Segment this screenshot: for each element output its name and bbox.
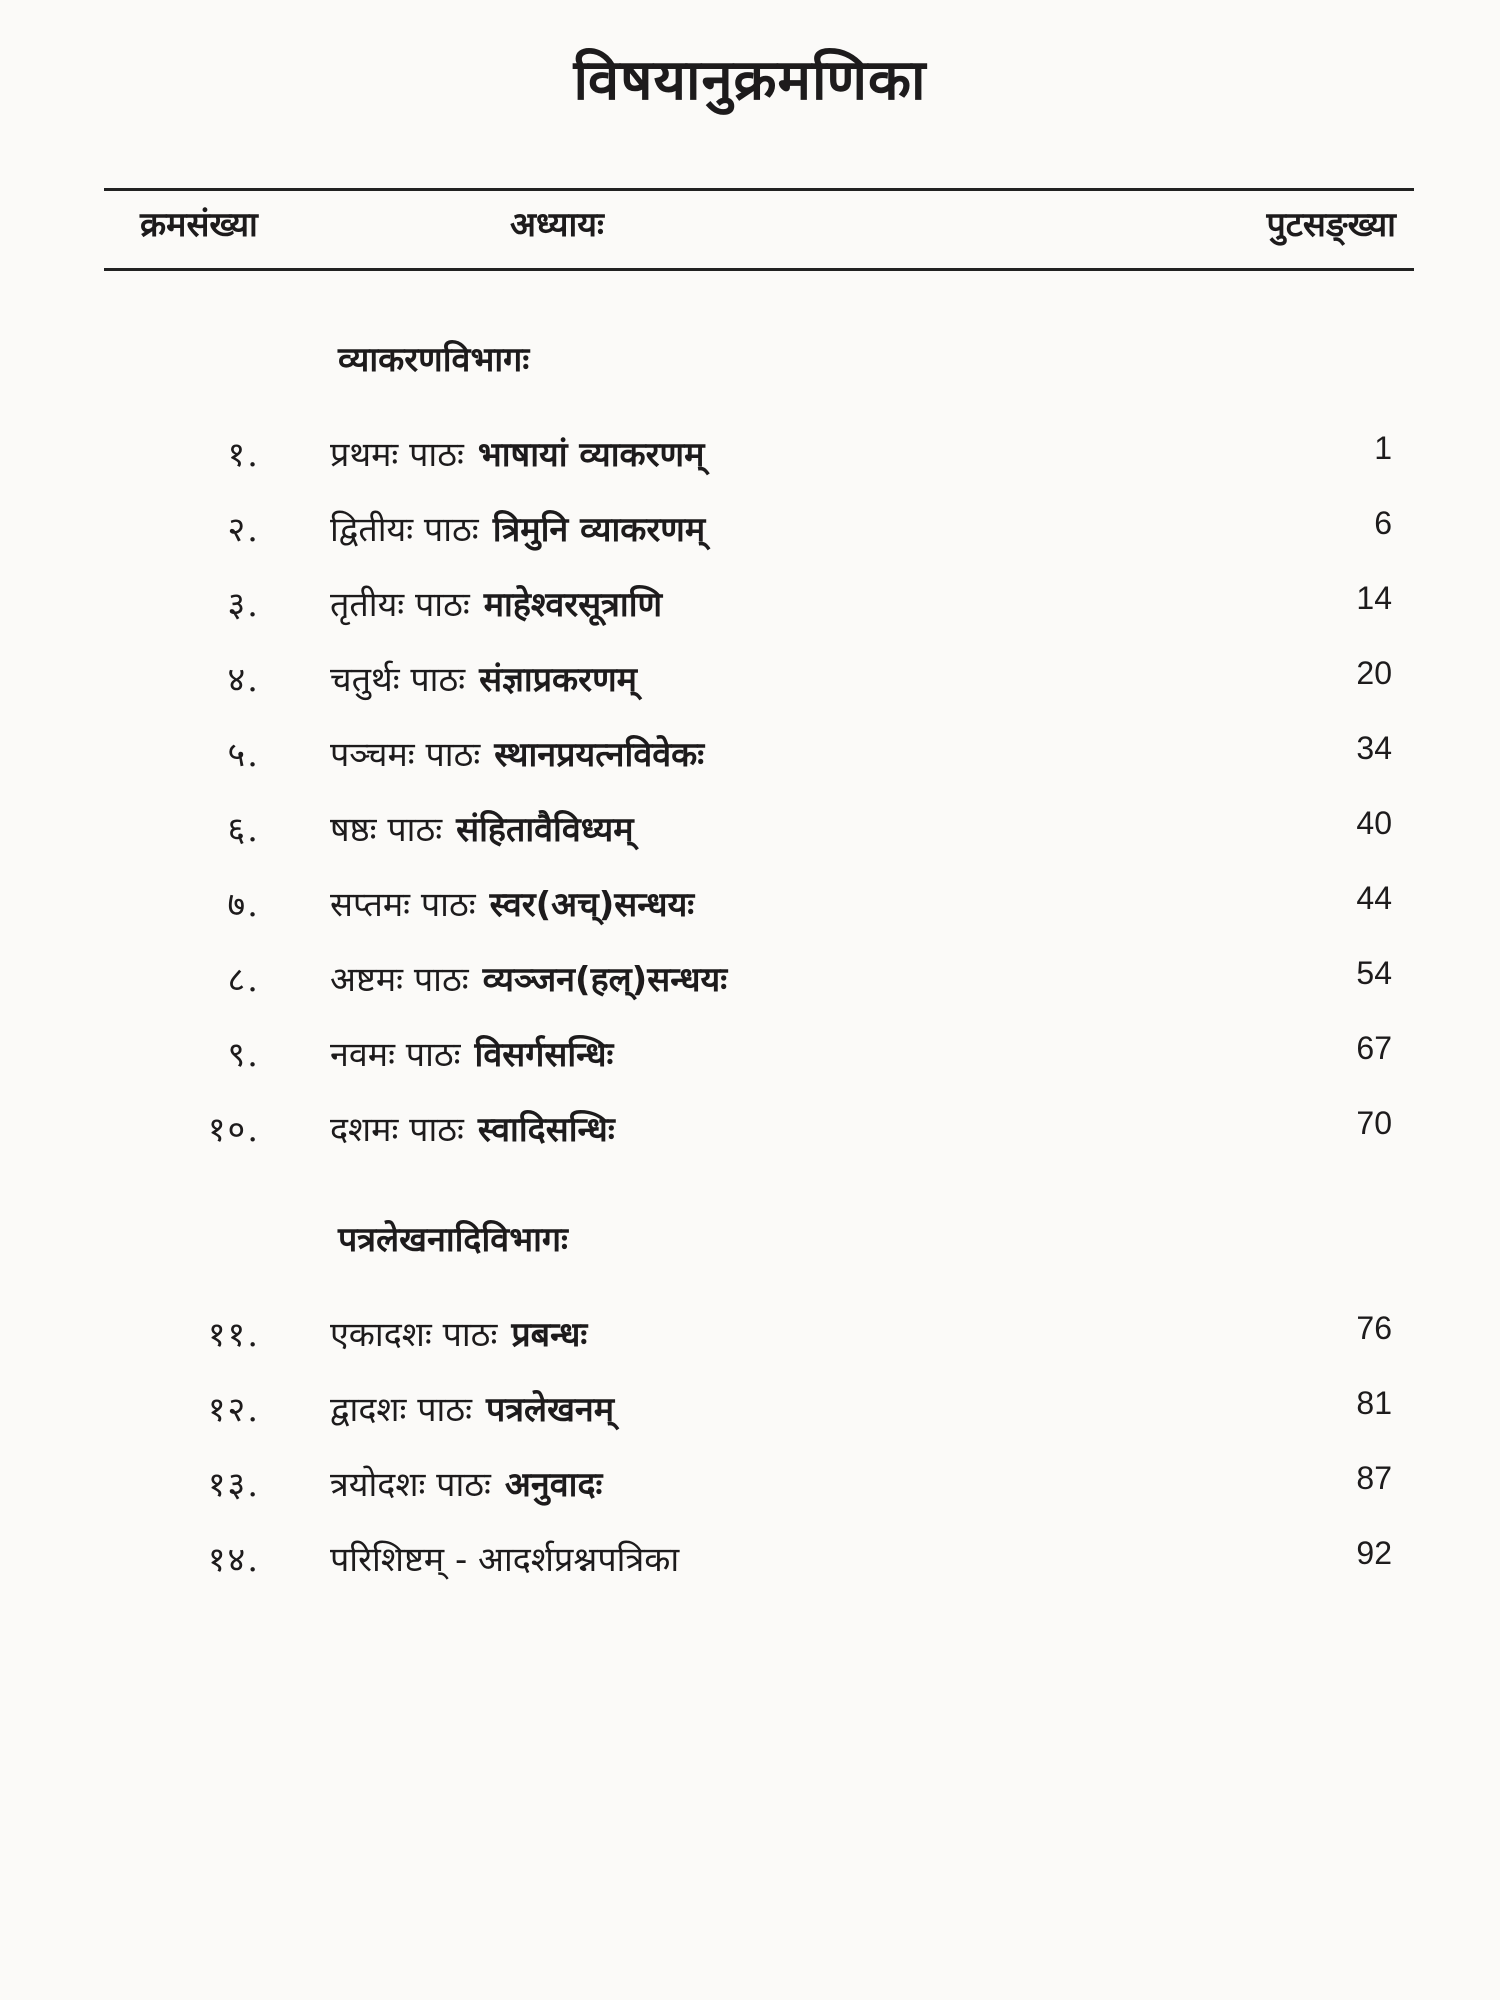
page-number: 54 [1356, 955, 1392, 991]
lesson-name: संहितावैविध्यम् [456, 810, 634, 850]
serial-number: २. [227, 510, 260, 550]
serial-number: १. [227, 435, 260, 475]
toc-row [0, 430, 1500, 490]
page-number: 67 [1356, 1030, 1392, 1066]
lesson-name: स्थानप्रयत्नविवेकः [494, 735, 705, 775]
chapter-title [330, 955, 727, 1001]
lesson-name: अनुवादः [504, 1465, 603, 1505]
lesson-label: प्रथमः पाठः [330, 435, 464, 475]
serial-number: ६. [227, 810, 260, 850]
lesson-label: षष्ठः पाठः [330, 810, 443, 850]
lesson-label: सप्तमः पाठः [330, 885, 476, 925]
serial-number: ११. [207, 1315, 260, 1355]
lesson-name: स्वर(अच्)सन्धयः [489, 885, 695, 925]
toc-row [0, 1105, 1500, 1165]
serial-number: १२. [207, 1390, 260, 1430]
lesson-name: संज्ञाप्रकरणम् [479, 660, 637, 700]
lesson-name: पत्रलेखनम् [485, 1390, 615, 1430]
section-heading: पत्रलेखनादिविभागः [338, 1220, 568, 1260]
page-number: 20 [1356, 655, 1392, 691]
lesson-label: द्वितीयः पाठः [330, 510, 479, 550]
chapter-title [330, 430, 704, 476]
lesson-label: पञ्चमः पाठः [330, 735, 481, 775]
serial-number: १०. [207, 1110, 260, 1150]
toc-row [0, 805, 1500, 865]
page-number: 44 [1356, 880, 1392, 916]
section-heading: व्याकरणविभागः [338, 340, 530, 380]
page-number: 81 [1356, 1385, 1392, 1421]
page-number: 6 [1374, 505, 1392, 541]
lesson-name: प्रबन्धः [511, 1315, 588, 1355]
lesson-label: द्वादशः पाठः [330, 1390, 472, 1430]
page-number: 70 [1356, 1105, 1392, 1141]
chapter-title [330, 1030, 613, 1076]
chapter-title [330, 730, 704, 776]
toc-row [0, 1385, 1500, 1445]
lesson-name: व्यञ्जन(हल्)सन्धयः [482, 960, 728, 1000]
toc-row [0, 955, 1500, 1015]
serial-number: ९. [227, 1035, 260, 1075]
page-number: 76 [1356, 1310, 1392, 1346]
chapter-title [330, 655, 637, 701]
lesson-name: भाषायां व्याकरणम् [477, 435, 705, 475]
chapter-title [330, 1385, 614, 1431]
serial-number: ४. [227, 660, 260, 700]
lesson-label: दशमः पाठः [330, 1110, 464, 1150]
lesson-label: त्रयोदशः पाठः [330, 1465, 491, 1505]
lesson-label: अष्टमः पाठः [330, 960, 469, 1000]
lesson-label: परिशिष्टम् - आदर्शप्रश्नपत्रिका [330, 1540, 680, 1580]
page-number: 40 [1356, 805, 1392, 841]
lesson-label: एकादशः पाठः [330, 1315, 498, 1355]
chapter-title [330, 505, 705, 551]
chapter-title [330, 880, 694, 926]
page-number: 34 [1356, 730, 1392, 766]
toc-row [0, 880, 1500, 940]
chapter-title [330, 1105, 615, 1151]
serial-number: ५. [227, 735, 260, 775]
header-page-number: पुटसङ्ख्या [1266, 205, 1396, 245]
lesson-label: चतुर्थः पाठः [330, 660, 466, 700]
page-number: 92 [1356, 1535, 1392, 1571]
header-bottom-rule [104, 268, 1414, 271]
toc-row [0, 730, 1500, 790]
chapter-title [330, 580, 662, 626]
serial-number: ८. [227, 960, 260, 1000]
toc-row [0, 1535, 1500, 1595]
serial-number: १४. [207, 1540, 260, 1580]
serial-number: १३. [207, 1465, 260, 1505]
page-number: 1 [1374, 430, 1392, 466]
lesson-name: विसर्गसन्धिः [474, 1035, 614, 1075]
header-chapter: अध्यायः [510, 205, 604, 245]
chapter-title [330, 1310, 587, 1356]
page-title: विषयानुक्रमणिका [573, 48, 927, 113]
chapter-title [330, 805, 634, 851]
chapter-title [330, 1460, 602, 1506]
page-number: 87 [1356, 1460, 1392, 1496]
toc-row [0, 1310, 1500, 1370]
lesson-name: त्रिमुनि व्याकरणम् [492, 510, 706, 550]
page-number: 14 [1356, 580, 1392, 616]
toc-row [0, 1030, 1500, 1090]
lesson-name: माहेश्वरसूत्राणि [483, 585, 663, 625]
header-serial-number: क्रमसंख्या [140, 205, 258, 245]
serial-number: ३. [227, 585, 260, 625]
header-top-rule [104, 188, 1414, 191]
toc-row [0, 655, 1500, 715]
lesson-label: नवमः पाठः [330, 1035, 461, 1075]
toc-row [0, 580, 1500, 640]
lesson-label: तृतीयः पाठः [330, 585, 470, 625]
toc-row [0, 1460, 1500, 1520]
toc-row [0, 505, 1500, 565]
chapter-title [330, 1535, 679, 1581]
serial-number: ७. [227, 885, 260, 925]
lesson-name: स्वादिसन्धिः [477, 1110, 615, 1150]
